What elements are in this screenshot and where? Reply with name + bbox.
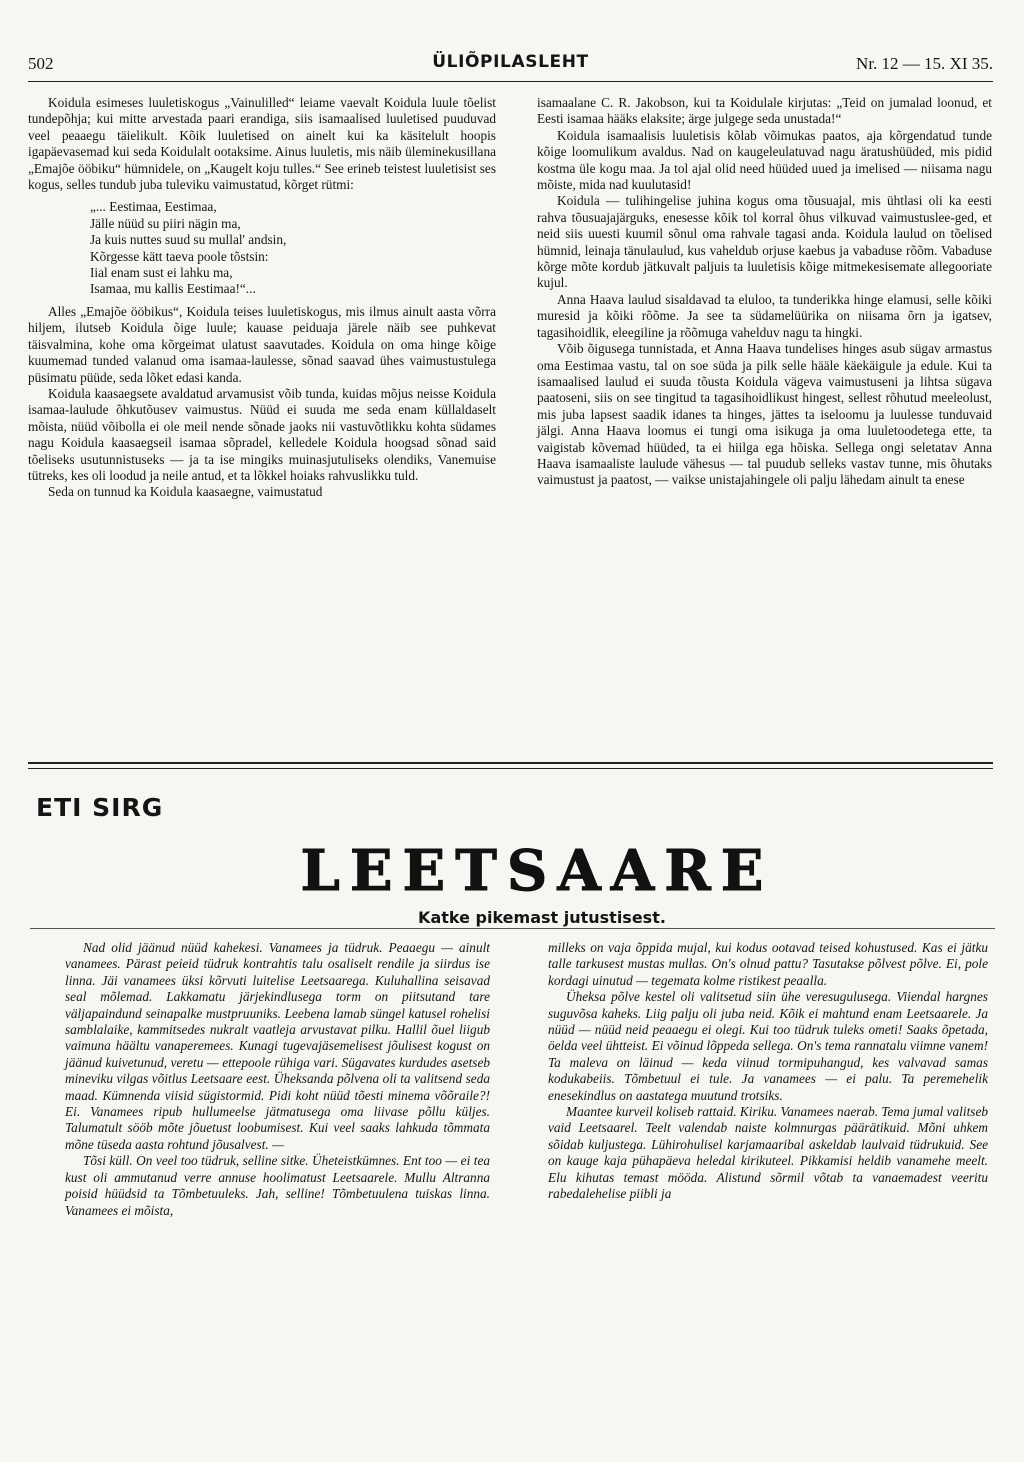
story-title: LEETSAARE bbox=[300, 838, 774, 904]
article-paragraph: Seda on tunnud ka Koidula kaasaegne, vaimustatud bbox=[48, 484, 323, 500]
poem-line: Iial enam sust ei lahku ma, bbox=[90, 265, 233, 281]
page-number: 502 bbox=[28, 54, 54, 73]
article-paragraph: Võib õigusega tunnistada, et Anna Haava tundelises hinges asub sügav armastus oma Eestimaa vastu, tal on soe süda ja pilk selle hääle käekäigule ja edule. Kui ta isamaalised laulud ei suuda tõusta Koidula vägeva vaimustuseni ja lihtsa sügava paatoseni, siis on see tingitud ta tagasihoidlikust hingest, sellest rõhutud meeleolust, mis juba lapsest saadik idanes ta hinges, jättes ta iseloomu ja luulesse tunduvaid jälgi. Anna Haava loomus ei tungi oma isikuga ja oma luuletoodetega ette, ta vaigistab kõvemad hüüded, ta ei hiilga ega hõiska. Sellega ongi seletatav Anna Haava isamaaliste laulude vähesus — tal puudub selleks vastav tunne, mis õhutaks vaimustust ja paatost, — vaikse unistajahingele oli palju lähedam ainult ta enese bbox=[537, 341, 992, 488]
poem-quote bbox=[90, 199, 496, 297]
story-paragraph: milleks on vaja õppida mujal, kui kodus ootavad teised kohustused. Kas ei jätku talle tarkusest mustas mullas. On's olnud pattu? Tasutakse põlvest põlve. Ei, pole kordagi uinutud — tegemata kolme ristikest peaalla. bbox=[548, 940, 988, 988]
story-paragraph: Maantee kurveil koliseb rattaid. Kiriku. Vanamees naerab. Tema jumal valitseb vaid Leetsaarel. Teelt valendab naiste kolmnurgas päärätikuid. Mõni uhkem sõidab kuljustega. Lühirohulisel karjamaaribal askeldab laulvaid tüdrukuid. See on kauge kaja pühapäeva heledal kirikuteel. Pikkamisi heldib vanamehe meelt. Elu kihutas temast mööda. Alistund sõrmil võtab ta vanaemadest veeritu rabedalehelise piibli ja bbox=[548, 1104, 988, 1202]
story-subtitle: Katke pikemast jutustisest. bbox=[418, 908, 666, 927]
article-paragraph: isamaalane C. R. Jakobson, kui ta Koidulale kirjutas: „Teid on jumalad loonud, et Eesti isamaa hääks elaksite; ärge julgege seda unustada!“ bbox=[537, 95, 992, 127]
story-column-left bbox=[65, 940, 490, 1219]
article-column-left bbox=[28, 95, 496, 501]
subtitle-rule bbox=[30, 928, 995, 929]
article-paragraph: Koidula isamaalisis luuletisis kõlab võimukas paatos, aja kõrgendatud tunde kõige loomulikum avaldus. Nad on kaugeleulatuvad nagu äratushüüded, mis pidid kostma üle kogu maa. Ja tol ajal olid need hüüded uued ja imelised — niisama nagu mõiste, mida nad kuulutasid! bbox=[537, 127, 992, 193]
poem-line: Jälle nüüd su piiri nägin ma, bbox=[90, 215, 241, 231]
page-header bbox=[28, 50, 993, 78]
article-paragraph: Koidula — tulihingelise juhina kogus oma tõusuajal, mis ühtlasi oli ka eesti rahva tõusuajajärguks, enesesse kõik tol korral õhus vilkuvad vaimustuslee-ged, et neid siis uuesti kuumil sõnul oma rahvale tagasi anda. Koidula laulud on tõelised hümnid, leinaja tänulaulud, kus vaheldub orjuse kaebus ja vabaduse rõõm. Vabaduse kõrge mõte kordub jätkuvalt paljuis ta luuletisis kõige mitmekesisemate allegooriate kujul. bbox=[537, 193, 992, 291]
article-paragraph: Anna Haava laulud sisaldavad ta eluloo, ta tunderikka hinge elamusi, selle kõiki muresid ja kõiki rõõme. Ja see ta südamelüürika on niisama õrn ja igatsev, tagasihoidlik, eleegiline ja rõõmuga vahelduv nagu ta hingki. bbox=[537, 291, 992, 340]
issue-info: Nr. 12 — 15. XI 35. bbox=[856, 54, 993, 73]
poem-line: Isamaa, mu kallis Eestimaa!“... bbox=[90, 281, 256, 297]
story-paragraph: Nad olid jäänud nüüd kahekesi. Vanamees ja tüdruk. Peaaegu — ainult vanamees. Pärast peieid tüdruk kontrahtis talu osaliselt rendile ja siirdus ise linna. Jäi vanamees üksi kõrvuti luitelise Leetsaarega. Kuluhallina seisavad seal mõlemad. Lakkamatu järjekindlusega torm on piitsutand tare väljapaindund seinapalke mustpruuniks. Leebena lamab süngel katusel rohelisi samblalaike, kammitsedes nukralt vaatleja arvustavat pilku. Hallil õuel liigub vaimuna häältu vanaperemees. Kunagi tugevajäsemelisest jõulisest kogust on jäänud kuivetunud, veretu — ettepoole rühiga vari. Sügavates kurdudes asetseb mineviku vilgas võitlus Leetsaare eest. Üheksanda põlvena oli ta valitsend seda maad. Kümnenda viisid sügistormid. Pidi koht nüüd tõesti minema võõraile?! Ei. Vanamees ripub hullumeelse jätmatusega oma liivase põllu küljes. Talumatult sööb mõte jõuetust loobumisest. Kui veel saaks lahkuda tõmmata mõne tüseda aasta rohtund jõusalvest. — bbox=[65, 940, 490, 1152]
header-rule bbox=[28, 81, 993, 82]
story-paragraph: Üheksa põlve kestel oli valitsetud siin ühe veresugulusega. Viiendal hargnes suguvõsa kaheks. Liig palju oli juba neid. Kõik ei mahtund enam Leetsaarele. Ja nüüd — nüüd neid peaaegu ei olegi. Kui too tüdruk tuleks ometi! Saaks õpetada, öelda veel ühtteist. Ei võinud lõppeda sellega. On's tema rannatalu viimne vanem! Ta maleva on läinud — keda viinud tormipuhangud, kes valvavad samas kodukabeiis. Tõmbetuul ei tule. Ja vanamees — ei palu. Ta peremehelik enesekindlus on aastatega muutund trotsiks. bbox=[548, 989, 988, 1103]
poem-line: Ja kuis nuttes suud su mullal' andsin, bbox=[90, 232, 287, 248]
author-heading: ETI SIRG bbox=[36, 793, 164, 822]
article-paragraph: Koidula kaasaegsete avaldatud arvamusist võib tunda, kuidas mõjus neisse Koidula isamaa-laulude õhkutõusev vaimustus. Nüüd ei suuda me seda enam küllaldaselt mõista, nüüd võibolla ei ole meil nende sõnade jaoks nii vastuvõtlikku kohta südames nagu Koidula kaasaegseil isamaa sõpradel, kelledele Koidula hoogsad sõnad said tõeliseks usutunnistuseks — ja ta ise mingiks muinasjutuliseks olendiks, Vanemuise tütreks, kes oli loodud ja neile antud, et ta lõkkel hoiaks rahvuslikku tuld. bbox=[28, 385, 496, 483]
story-paragraph: Tõsi küll. On veel too tüdruk, selline sitke. Üheteistkümnes. Ent too — ei tea kust oli ammutanud verre annuse hoolimatust Leetsaarele. Mullu Altranna poisid hüüdsid ta Tõmbetuuleks. Jah, selline! Tõmbetuulena tuiskas linna. Vanamees ei mõista, bbox=[65, 1153, 490, 1218]
poem-line: „... Eestimaa, Eestimaa, bbox=[90, 199, 217, 215]
section-divider bbox=[28, 762, 993, 769]
publication-title: ÜLIÕPILASLEHT bbox=[432, 52, 589, 72]
poem-line: Kõrgesse kätt taeva poole tõstsin: bbox=[90, 248, 269, 264]
article-paragraph: Koidula esimeses luuletiskogus „Vainulilled“ leiame vaevalt Koidula luule tõelist tundepõhja; kui mitte arvestada paari erandiga, siis isamaalised luuletised puuduvad veel peaaegu täielikult. Kõik luuletised on ainelt kui ka käsitelult hoopis igapäevasemad kui seda Koidulalt ootaksime. Ainus luuletis, mis näib üleminekusillana „Emajõe ööbiku“ hümnidele, on „Kaugelt koju tulles.“ See erineb teistest luuletisist ses kogus, selles tundub juba tuleviku vaimustatud, kõrget rütmi: bbox=[28, 95, 496, 193]
article-column-right bbox=[537, 95, 992, 489]
article-paragraph: Alles „Emajõe ööbikus“, Koidula teises luuletiskogus, mis ilmus ainult aasta võrra hiljem, ilutseb Koidula õige luule; kauase peiduaja järele näib see puhkevat täisvalmina, kohe oma kõrgeimat ulatust saavutades. Koidula on oma hinge kõige kuumemad tunded valanud oma isamaa-laulesse, sõnad saavad ühes vaimustustulega püsimatu püüde, seda lõket edasi kanda. bbox=[28, 303, 496, 385]
story-column-right bbox=[548, 940, 988, 1203]
